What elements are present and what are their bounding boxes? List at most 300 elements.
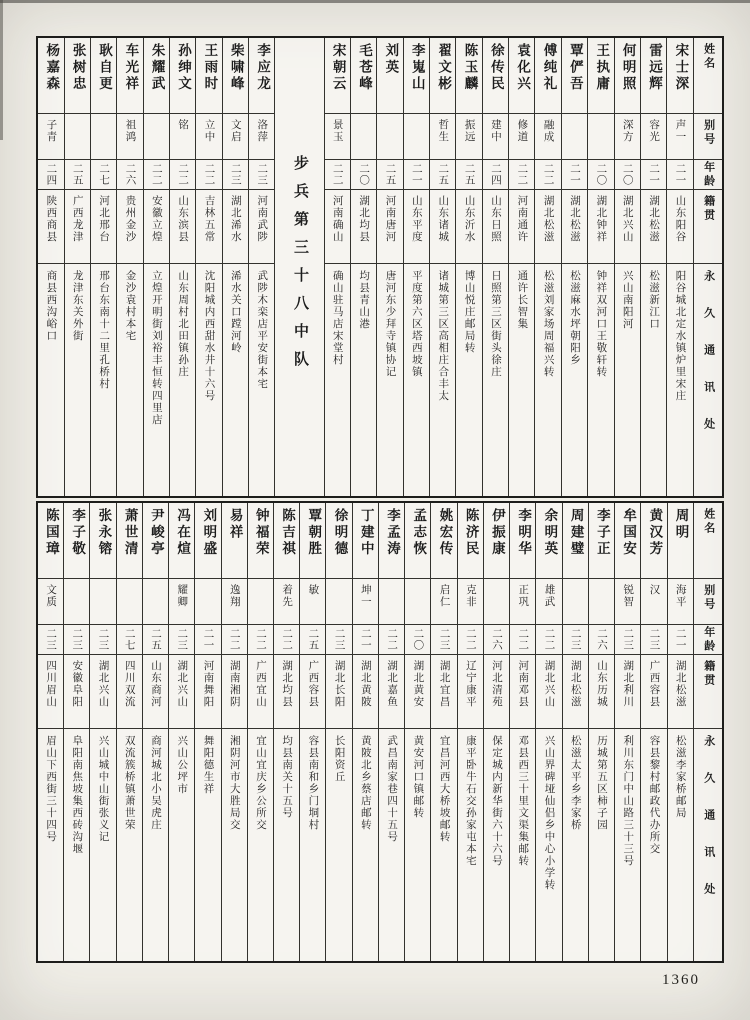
person-address: 历城第五区柿子园: [595, 735, 607, 831]
person-age-cell: [483, 160, 508, 190]
person-native: 湖北黄陂: [359, 660, 371, 708]
person-name: 李应龙: [255, 43, 271, 93]
person-alias-cell: [248, 579, 273, 625]
person-native-cell: [223, 190, 248, 264]
person-column: [352, 503, 378, 961]
person-native-cell: [144, 190, 169, 264]
unit-title-column: [274, 38, 323, 496]
person-name: 朱耀武: [149, 43, 165, 93]
person-age: 二三: [256, 163, 268, 186]
person-alias: 立中: [203, 119, 215, 143]
person-name-cell: [353, 503, 378, 579]
person-age: 二四: [489, 163, 501, 186]
person-age: 二七: [123, 628, 135, 651]
person-name: 杨嘉森: [44, 43, 60, 93]
person-alias-cell: [300, 579, 325, 625]
person-age-cell: [144, 160, 169, 190]
person-name-cell: [64, 503, 89, 579]
person-alias-cell: [90, 579, 115, 625]
person-name: 萧世清: [122, 508, 138, 558]
person-native: 山东平度: [410, 195, 422, 243]
row-header-native: 籍贯: [702, 195, 715, 223]
person-age: 二二: [331, 163, 343, 186]
person-age: 二七: [98, 163, 110, 186]
person-native-cell: [196, 190, 221, 264]
person-address-cell: [509, 264, 534, 496]
person-age-cell: [223, 160, 248, 190]
person-age: 二〇: [412, 628, 424, 651]
person-alias-cell: [144, 114, 169, 160]
person-native-cell: [535, 190, 560, 264]
person-native: 河南武陟: [256, 195, 268, 243]
person-age-cell: [641, 160, 666, 190]
person-address-cell: [38, 264, 63, 496]
person-name-cell: [483, 38, 508, 114]
person-name: 孟志恢: [411, 508, 427, 558]
person-age-cell: [326, 625, 351, 655]
person-age-cell: [222, 625, 247, 655]
person-address: 武陟木栾店平安街本宅: [256, 270, 268, 390]
person-alias: 启仁: [438, 584, 450, 608]
person-native-cell: [588, 190, 613, 264]
person-name-cell: [195, 503, 220, 579]
person-alias: 铭: [177, 119, 189, 131]
person-native: 河南邓县: [517, 660, 529, 708]
person-column: [482, 38, 508, 496]
person-address: 兴山城中山街张义记: [97, 735, 109, 843]
person-address: 商河城北小吴虎庄: [150, 735, 161, 831]
person-age: 二五: [437, 163, 449, 186]
person-column: [561, 38, 587, 496]
person-age: 二六: [124, 163, 136, 186]
person-native: 安徽阜阳: [71, 660, 83, 708]
person-alias-cell: [196, 114, 221, 160]
person-name-cell: [668, 503, 693, 579]
person-name: 孙绅文: [176, 43, 192, 93]
person-address: 松滋刘家场周福兴转: [542, 270, 554, 378]
person-address-cell: [404, 264, 429, 496]
person-age: 二二: [516, 163, 528, 186]
person-address-cell: [615, 729, 640, 961]
person-name: 袁化兴: [515, 43, 531, 93]
person-age: 二三: [569, 628, 581, 651]
person-native-cell: [431, 655, 456, 729]
person-address: 日照第三区街头徐庄: [489, 270, 501, 378]
person-address-cell: [431, 729, 456, 961]
person-age: 二三: [333, 628, 345, 651]
person-alias-cell: [117, 114, 142, 160]
row-header-alias: 别号: [702, 584, 715, 612]
person-name-cell: [300, 503, 325, 579]
person-column: [667, 503, 693, 961]
person-age: 二一: [410, 163, 422, 186]
person-native: 广西容县: [307, 660, 319, 708]
person-address: 黄陂北乡蔡店邮转: [359, 735, 371, 831]
person-name-cell: [404, 38, 429, 114]
person-name: 李嵬山: [409, 43, 425, 93]
person-address-cell: [143, 729, 168, 961]
person-column: [403, 38, 429, 496]
person-name: 陈玉麟: [462, 43, 478, 93]
person-alias: 坤一: [359, 584, 371, 608]
person-alias-cell: [483, 114, 508, 160]
row-header-native: 籍贯: [702, 660, 715, 688]
person-native-cell: [90, 655, 115, 729]
person-name-cell: [325, 38, 350, 114]
person-column: [247, 503, 273, 961]
person-age: 二二: [228, 628, 240, 651]
person-native-cell: [615, 655, 640, 729]
person-address: 钟祥双河口王敬轩转: [595, 270, 607, 378]
person-name: 车光祥: [123, 43, 139, 93]
person-address-cell: [117, 264, 142, 496]
person-alias-cell: [641, 579, 666, 625]
person-address: 宜山宜庆乡公所交: [254, 735, 266, 831]
person-age: 二三: [438, 628, 450, 651]
person-native-cell: [509, 190, 534, 264]
person-address: 平度第六区塔西坡镇: [410, 270, 422, 378]
row-header-address: 永久通讯处: [702, 270, 715, 455]
person-name-cell: [509, 38, 534, 114]
person-alias-cell: [274, 579, 299, 625]
person-alias: 容光: [648, 119, 660, 143]
person-age: 二一: [674, 628, 686, 651]
person-name-cell: [90, 503, 115, 579]
person-native-cell: [562, 190, 587, 264]
person-column: [222, 38, 248, 496]
person-age: 二三: [45, 628, 57, 651]
person-column: [535, 503, 561, 961]
person-native-cell: [589, 655, 614, 729]
person-column: [116, 38, 142, 496]
person-native-cell: [379, 655, 404, 729]
person-address: 容县黎村邮政代办所交: [648, 735, 660, 855]
person-name-cell: [588, 38, 613, 114]
person-age: 二六: [595, 628, 607, 651]
person-age: 二二: [543, 628, 555, 651]
person-address-cell: [222, 729, 247, 961]
person-age: 二〇: [595, 163, 607, 186]
person-name: 钟福荣: [253, 508, 269, 558]
person-name-cell: [144, 38, 169, 114]
person-native: 山东阳谷: [674, 195, 686, 243]
person-alias-cell: [117, 579, 142, 625]
person-alias: 洛萍: [256, 119, 268, 143]
person-native: 湖北松滋: [569, 195, 581, 243]
person-name: 柴啸峰: [228, 43, 244, 93]
person-native: 陕西商县: [45, 195, 57, 243]
person-name: 李孟涛: [384, 508, 400, 558]
person-column: [509, 503, 535, 961]
person-address: 阜阳南焦坡集西砖沟堰: [71, 735, 83, 855]
person-age-cell: [117, 160, 142, 190]
person-age-cell: [325, 160, 350, 190]
person-alias: 文启: [229, 119, 241, 143]
person-address-cell: [91, 264, 116, 496]
person-native-cell: [38, 655, 63, 729]
person-alias: 克非: [464, 584, 476, 608]
person-address: 邓县西三十里文渠集邮转: [517, 735, 529, 867]
person-native-cell: [325, 190, 350, 264]
row-header-name: 姓名: [702, 508, 715, 536]
person-age-cell: [456, 160, 481, 190]
person-name-cell: [196, 38, 221, 114]
person-address: 兴山公坪市: [176, 735, 188, 795]
person-alias: 海平: [674, 584, 686, 608]
person-age: 二〇: [621, 163, 633, 186]
person-age-cell: [117, 625, 142, 655]
person-native: 湖北黄安: [412, 660, 424, 708]
person-native: 河北邢台: [98, 195, 110, 243]
person-native: 山东沂水: [463, 195, 475, 243]
person-column: [89, 503, 115, 961]
person-alias-cell: [404, 114, 429, 160]
person-address-cell: [249, 264, 274, 496]
person-native: 河北清苑: [491, 660, 503, 708]
person-native-cell: [143, 655, 168, 729]
person-alias-cell: [615, 579, 640, 625]
person-column: [90, 38, 116, 496]
person-age-cell: [377, 160, 402, 190]
person-alias-cell: [169, 579, 194, 625]
person-native: 湖北兴山: [97, 660, 109, 708]
person-native: 河南舞阳: [202, 660, 214, 708]
person-alias-cell: [223, 114, 248, 160]
person-address: 阳谷城北定水镇炉里宋庄: [674, 270, 686, 402]
person-native: 吉林五常: [203, 195, 215, 243]
person-column: [455, 38, 481, 496]
person-native-cell: [249, 190, 274, 264]
person-age: 二二: [281, 628, 293, 651]
person-native: 湖北均县: [281, 660, 293, 708]
person-native: 湖北嘉鱼: [386, 660, 398, 708]
person-column: [324, 38, 350, 496]
person-name-cell: [562, 38, 587, 114]
person-address: 诸城第三区高相庄合丰太: [437, 270, 449, 402]
person-native: 四川眉山: [45, 660, 57, 708]
person-name: 周明: [673, 508, 689, 541]
person-native: 山东日照: [489, 195, 501, 243]
person-age-cell: [668, 625, 693, 655]
person-age-cell: [535, 160, 560, 190]
person-name: 覃俨吾: [567, 43, 583, 93]
person-age: 二〇: [358, 163, 370, 186]
person-age-cell: [143, 625, 168, 655]
person-address-cell: [589, 729, 614, 961]
person-name: 尹峻亭: [148, 508, 164, 558]
person-alias-cell: [91, 114, 116, 160]
person-alias: 景玉: [331, 119, 343, 143]
person-address-cell: [484, 729, 509, 961]
person-alias-cell: [667, 114, 692, 160]
person-alias: 敏: [307, 584, 319, 596]
person-name: 李子正: [594, 508, 610, 558]
person-name: 徐明德: [332, 508, 348, 558]
person-column: [221, 503, 247, 961]
person-age-cell: [615, 625, 640, 655]
person-alias-cell: [458, 579, 483, 625]
person-column: [350, 38, 376, 496]
person-address-cell: [248, 729, 273, 961]
person-age: 二三: [97, 628, 109, 651]
person-native: 山东滨县: [177, 195, 189, 243]
person-name: 毛苍峰: [357, 43, 373, 93]
person-address-cell: [563, 729, 588, 961]
person-native-cell: [169, 655, 194, 729]
person-name-cell: [117, 38, 142, 114]
person-age-cell: [300, 625, 325, 655]
person-age: 二二: [203, 163, 215, 186]
person-address: 兴山南阳河: [621, 270, 633, 330]
person-alias-cell: [641, 114, 666, 160]
person-name: 冯在煊: [175, 508, 191, 558]
person-address-cell: [458, 729, 483, 961]
unit-title: 步兵第三十八中队: [291, 155, 308, 379]
person-alias-cell: [38, 579, 63, 625]
person-column: [325, 503, 351, 961]
person-alias-cell: [588, 114, 613, 160]
person-name: 陈国璋: [43, 508, 59, 558]
person-address: 松滋新江口: [648, 270, 660, 330]
row-header-age-cell: [694, 625, 722, 655]
person-native-cell: [563, 655, 588, 729]
row-header-native-cell: [694, 655, 722, 729]
person-name: 黄汉芳: [647, 508, 663, 558]
person-native-cell: [458, 655, 483, 729]
person-name-cell: [536, 503, 561, 579]
person-address-cell: [377, 264, 402, 496]
person-name-cell: [170, 38, 195, 114]
person-name-cell: [484, 503, 509, 579]
person-alias-cell: [562, 114, 587, 160]
person-alias-cell: [456, 114, 481, 160]
person-address-cell: [144, 264, 169, 496]
person-name-cell: [222, 503, 247, 579]
person-name-cell: [91, 38, 116, 114]
person-column: [195, 38, 221, 496]
person-alias: 文质: [45, 584, 57, 608]
person-name: 何明照: [620, 43, 636, 93]
row-header-alias: 别号: [702, 119, 715, 147]
person-name: 余明英: [542, 508, 558, 558]
person-alias-cell: [170, 114, 195, 160]
person-native: 湖北浠水: [229, 195, 241, 243]
person-address-cell: [510, 729, 535, 961]
scan-edge-artifact-top: [0, 0, 750, 3]
person-address: 确山驻马店宋堂村: [331, 270, 343, 366]
person-address-cell: [588, 264, 613, 496]
person-column: [404, 503, 430, 961]
person-column: [376, 38, 402, 496]
person-native-cell: [300, 655, 325, 729]
person-name-cell: [456, 38, 481, 114]
person-alias-cell: [615, 114, 640, 160]
person-address: 通许长智集: [516, 270, 528, 330]
person-alias: 修道: [516, 119, 528, 143]
person-name-cell: [326, 503, 351, 579]
person-name-cell: [248, 503, 273, 579]
person-address-cell: [456, 264, 481, 496]
person-address-cell: [615, 264, 640, 496]
person-address-cell: [169, 729, 194, 961]
person-native: 湖北宜昌: [438, 660, 450, 708]
person-age-cell: [458, 625, 483, 655]
person-native-cell: [641, 190, 666, 264]
person-native-cell: [484, 655, 509, 729]
person-native: 湖北利川: [622, 660, 634, 708]
person-alias-cell: [430, 114, 455, 160]
person-address: 龙津东关外街: [71, 270, 83, 342]
person-alias-cell: [249, 114, 274, 160]
person-address-cell: [483, 264, 508, 496]
person-alias-cell: [535, 114, 560, 160]
person-native: 湖北兴山: [621, 195, 633, 243]
person-native-cell: [326, 655, 351, 729]
person-age: 二二: [386, 628, 398, 651]
person-address: 长阳资丘: [333, 735, 345, 783]
person-native-cell: [377, 190, 402, 264]
person-name-cell: [65, 38, 90, 114]
person-alias: 耀卿: [176, 584, 188, 608]
person-age: 二一: [648, 163, 660, 186]
person-name: 丁建中: [358, 508, 374, 558]
person-name: 刘明盛: [201, 508, 217, 558]
person-native-cell: [91, 190, 116, 264]
person-address: 立煌开明街刘裕丰恒转四里店: [150, 270, 162, 426]
person-address-cell: [379, 729, 404, 961]
person-name-cell: [563, 503, 588, 579]
person-column: [640, 503, 666, 961]
person-age-cell: [431, 625, 456, 655]
person-age-cell: [38, 625, 63, 655]
person-alias-cell: [65, 114, 90, 160]
person-age: 二三: [229, 163, 241, 186]
person-native-cell: [195, 655, 220, 729]
person-address: 松滋李家桥邮局: [674, 735, 686, 819]
row-header-address: 永久通讯处: [702, 735, 715, 920]
person-name: 周建璧: [568, 508, 584, 558]
person-address: 双流簇桥镇萧世荣: [123, 735, 135, 831]
person-age-cell: [615, 160, 640, 190]
person-name-cell: [143, 503, 168, 579]
row-header-age: 年龄: [702, 160, 715, 189]
person-address-cell: [117, 729, 142, 961]
person-age-cell: [430, 160, 455, 190]
roster-tables: [36, 36, 724, 963]
person-age: 二五: [463, 163, 475, 186]
person-age-cell: [405, 625, 430, 655]
person-alias-cell: [326, 579, 351, 625]
person-alias-cell: [353, 579, 378, 625]
row-header-name-cell: [694, 503, 722, 579]
person-column: [534, 38, 560, 496]
person-address: 唐河东少拜寺镇协记: [384, 270, 396, 378]
person-age: 二二: [254, 628, 266, 651]
person-column: [614, 503, 640, 961]
person-age-cell: [589, 625, 614, 655]
person-age-cell: [509, 160, 534, 190]
person-address-cell: [38, 729, 63, 961]
person-name-cell: [430, 38, 455, 114]
person-name: 陈济民: [463, 508, 479, 558]
person-name: 王雨时: [202, 43, 218, 93]
person-native: 湖北兴山: [176, 660, 188, 708]
person-native: 安徽立煌: [150, 195, 162, 243]
person-column: [248, 38, 274, 496]
person-native: 四川双流: [123, 660, 135, 708]
person-native: 湖北松滋: [648, 195, 660, 243]
person-native: 湖北松滋: [542, 195, 554, 243]
